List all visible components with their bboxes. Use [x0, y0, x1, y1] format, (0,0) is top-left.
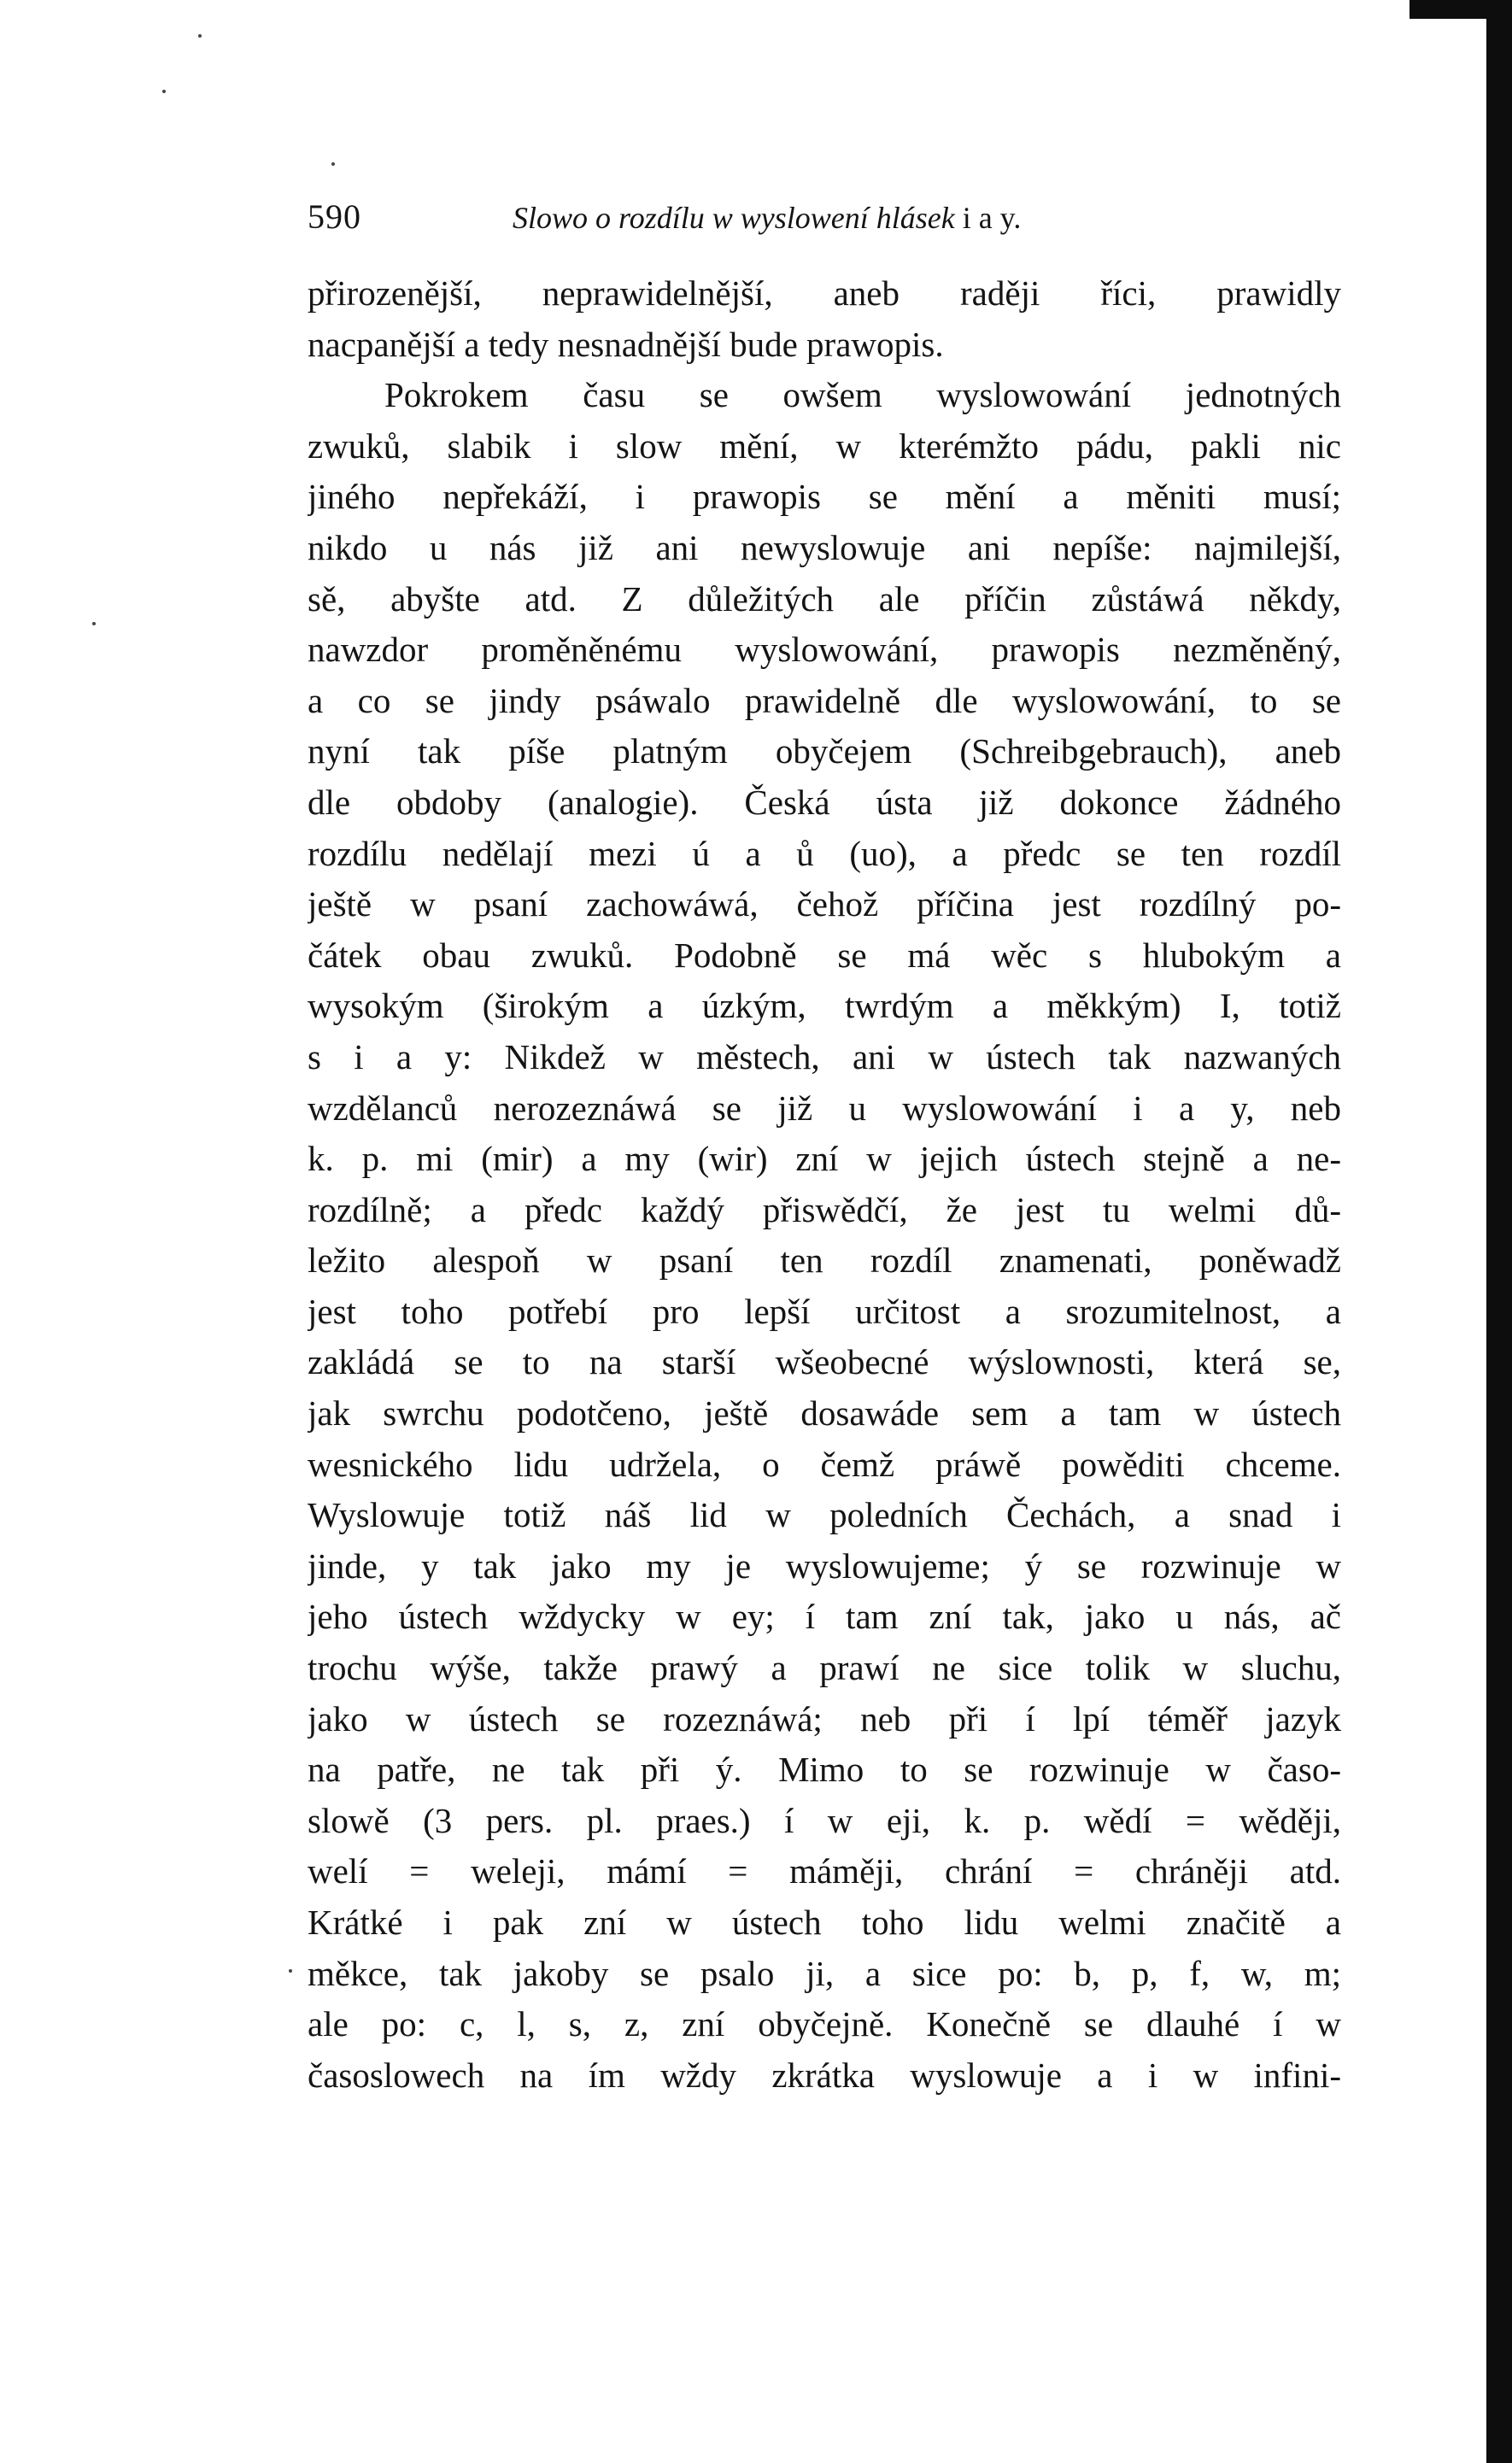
scan-border-right [1486, 0, 1512, 2463]
text-line: jak swrchu podotčeno, ještě dosawáde sem a tam w ústech [308, 1393, 1341, 1434]
text-line: nawzdor proměněnému wyslowowání, prawopis nezměněný, [308, 630, 1341, 670]
text-line: jako w ústech se rozeznáwá; neb při í lpí téměř jazyk [308, 1698, 1341, 1739]
text-line: jeho ústech wždycky w ey; í tam zní tak, jako u nás, ač [308, 1597, 1341, 1637]
text-line: zakládá se to na starší wšeobecné wýslownosti, která se, [308, 1342, 1341, 1382]
scan-speck [289, 1969, 292, 1973]
scan-border-top [1409, 0, 1512, 19]
page-number: 590 [308, 197, 361, 236]
book-page [308, 196, 1341, 2101]
text-line: jinde, y tak jako my je wyslowujeme; ý se rozwinuje w [308, 1545, 1341, 1586]
text-line: rozdílu nedělají mezi ú a ů (uo), a předc se ten rozdíl [308, 833, 1341, 873]
text-line: nacpanější a tedy nesnadnější bude prawopis. [308, 324, 944, 364]
text-line: k. p. mi (mir) a my (wir) zní w jejich ústech stejně a ne- [308, 1139, 1341, 1179]
text-line: měkce, tak jakoby se psalo ji, a sice po: b, p, f, w, m; [308, 1953, 1341, 1993]
text-line: rozdílně; a předc každý přiswědčí, že jest tu welmi dů- [308, 1189, 1341, 1229]
text-line: časoslowech na ím wždy zkrátka wyslowuje a i w infini- [308, 2055, 1341, 2095]
text-line: Pokrokem času se owšem wyslowowání jednotných [384, 375, 1341, 415]
scan-speck [331, 162, 335, 166]
text-line: dle obdoby (analogie). Česká ústa již dokonce žádného [308, 782, 1341, 822]
text-line: nikdo u nás již ani newyslowuje ani nepíše: najmilejší, [308, 527, 1341, 567]
text-line: čátek obau zwuků. Podobně se má wěc s hlubokým a [308, 935, 1341, 975]
running-title-text: Slowo o rozdílu w wyslowení hlásek [513, 201, 955, 235]
text-line: Wyslowuje totiž náš lid w poledních Čechách, a snad i [308, 1495, 1341, 1535]
text-line: sě, abyšte atd. Z důležitých ale příčin zůstáwá někdy, [308, 578, 1341, 619]
text-line: přirozenější, neprawidelnější, aneb raději říci, prawidly [308, 273, 1341, 313]
text-line: trochu wýše, takže prawý a prawí ne sice tolik w sluchu, [308, 1648, 1341, 1688]
text-line: Krátké i pak zní w ústech toho lidu welmi značitě a [308, 1903, 1341, 1942]
text-line: jest toho potřebí pro lepší určitost a srozumitelnost, a [308, 1291, 1341, 1331]
running-title-suffix: i a y. [962, 201, 1022, 235]
text-line: wesnického lidu udržela, o čemž práwě powěditi chceme. [308, 1444, 1341, 1484]
scan-speck [198, 34, 202, 38]
text-line: nyní tak píše platným obyčejem (Schreibgebrauch), aneb [308, 731, 1341, 771]
running-header [308, 196, 1341, 248]
text-line: wzdělanců nerozeznáwá se již u wyslowowání i a y, neb [308, 1088, 1341, 1128]
text-line: slowě (3 pers. pl. praes.) í w eji, k. p. wědí = wěději, [308, 1800, 1341, 1840]
text-line: na patře, ne tak při ý. Mimo to se rozwinuje w časo- [308, 1750, 1341, 1790]
running-title [513, 200, 1021, 236]
text-line: wysokým (širokým a úzkým, twrdým a měkkým) I, totiž [308, 986, 1341, 1026]
text-line: welí = weleji, mámí = máměji, chrání = chráněji atd. [308, 1851, 1341, 1891]
scan-speck [92, 622, 96, 625]
text-line: ale po: c, l, s, z, zní obyčejně. Konečně se dlauhé í w [308, 2004, 1341, 2044]
text-line: s i a y: Nikdež w městech, ani w ústech tak nazwaných [308, 1036, 1341, 1076]
body-text [308, 268, 1341, 2101]
text-line: a co se jindy psáwalo prawidelně dle wyslowowání, to se [308, 680, 1341, 720]
scan-speck [162, 90, 166, 93]
text-line: ještě w psaní zachowáwá, čehož příčina jest rozdílný po- [308, 884, 1341, 924]
text-line: zwuků, slabik i slow mění, w kterémžto pádu, pakli nic [308, 425, 1341, 466]
text-line: jiného nepřekáží, i prawopis se mění a měniti musí; [308, 477, 1341, 517]
text-line: ležito alespoň w psaní ten rozdíl znamenati, poněwadž [308, 1240, 1341, 1281]
